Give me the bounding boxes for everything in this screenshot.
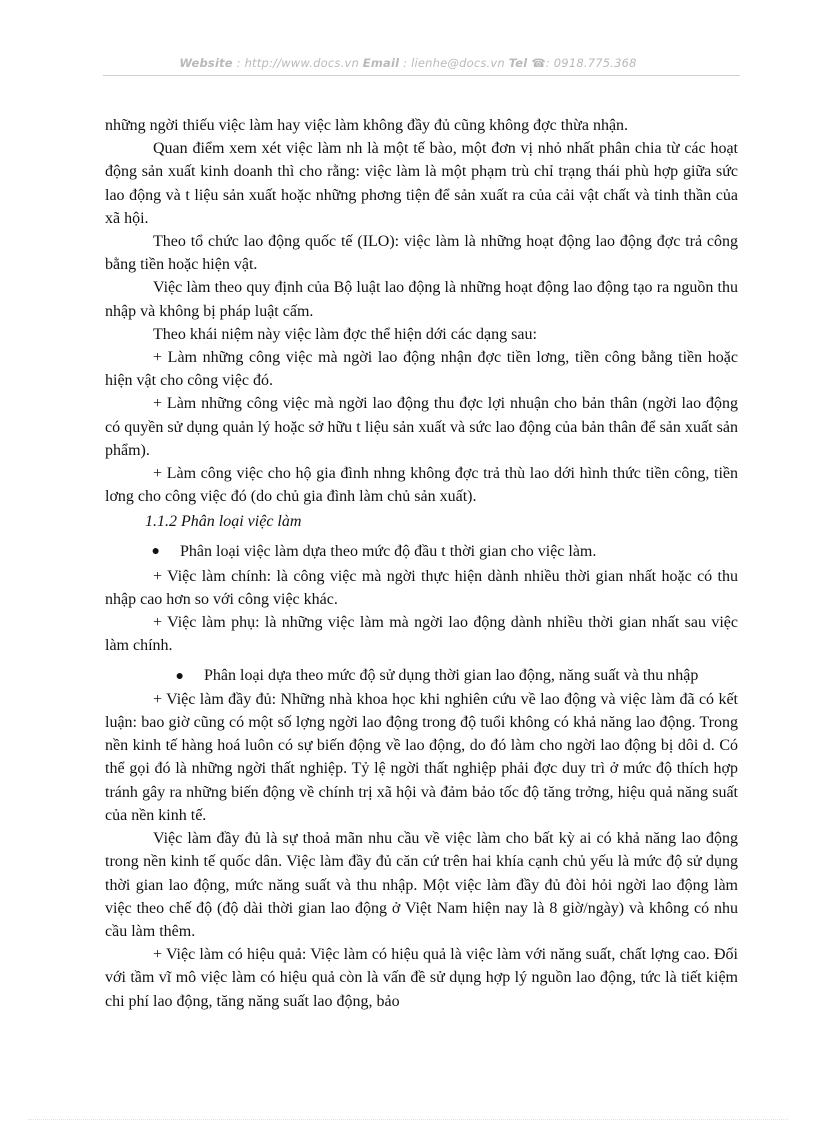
paragraph: Việc làm đầy đủ là sự thoả mãn nhu cầu về việc làm cho bất kỳ ai có khả năng lao động trong nền kinh tế quốc dân. Việc làm đầy đủ căn cứ trên hai khía cạnh chủ yếu là mức độ sử dụng thời gian lao động, mức năng suất và thu nhập. Một việc làm đầy đủ đòi hỏi ngời lao động làm việc theo chế độ (độ dài thời gian lao động ở Việt Nam hiện nay là 8 giờ/ngày) và không có nhu cầu làm thêm. (105, 830, 738, 940)
page-header (0, 56, 816, 70)
bullet-item (105, 664, 738, 688)
paragraph: + Việc làm phụ: là những việc làm mà ngời lao động dành nhiều thời gian nhất sau việc làm chính. (105, 614, 738, 655)
paragraph: Quan điểm xem xét việc làm nh là một tế bào, một đơn vị nhỏ nhất phân chia từ các hoạt động sản xuất kinh doanh thì cho rằng: việc làm là một phạm trù chỉ trạng thái phù hợp giữa sức lao động và t liệu sản xuất hoặc những phơng tiện để sản xuất ra của cải vật chất và tinh thần của xã hội. (105, 140, 738, 227)
paragraph: + Làm những công việc mà ngời lao động nhận đợc tiền lơng, tiền công bằng tiền hoặc hiện vật cho công việc đó. (105, 349, 738, 390)
paragraph: + Làm công việc cho hộ gia đình nhng không đợc trả thù lao dới hình thức tiền công, tiền lơng cho công việc đó (do chủ gia đình làm chủ sản xuất). (105, 465, 738, 506)
paragraph: những ngời thiếu việc làm hay việc làm không đầy đủ cũng không đợc thừa nhận. (105, 117, 629, 134)
document-body (105, 114, 738, 1013)
section-heading: 1.1.2 Phân loại việc làm (145, 513, 302, 531)
website-label: Website (179, 56, 233, 70)
paragraph: + Việc làm có hiệu quả: Việc làm có hiệu quả là việc làm với năng suất, chất lợng cao. Đối với tầm vĩ mô việc làm có hiệu quả còn là vấn đề sử dụng hợp lý nguồn lao động, tức là tiết kiệm chi phí lao động, tăng năng suất lao động, bảo (105, 946, 738, 1010)
paragraph: + Làm những công việc mà ngời lao động thu đợc lợi nhuận cho bản thân (ngời lao động có quyền sử dụng quản lý hoặc sở hữu t liệu sản xuất và sức lao động của bản thân để sản xuất sản phẩm). (105, 395, 738, 459)
paragraph: Theo tổ chức lao động quốc tế (ILO): việc làm là những hoạt động lao động đợc trả công bằng tiền hoặc hiện vật. (105, 233, 738, 274)
paragraph: + Việc làm chính: là công việc mà ngời thực hiện dành nhiều thời gian nhất hoặc có thu nhập cao hơn so với công việc khác. (105, 567, 738, 609)
bullet-text: Phân loại việc làm dựa theo mức độ đầu t thời gian cho việc làm. (180, 542, 597, 560)
email-value: : lienhe@docs.vn (403, 56, 505, 70)
bullet-item (105, 540, 738, 563)
header-divider (103, 75, 740, 76)
email-label: Email (362, 56, 400, 70)
tel-value: ☎: 0918.775.368 (531, 56, 637, 70)
paragraph: Việc làm theo quy định của Bộ luật lao động là những hoạt động lao động tạo ra nguồn thu nhập và không bị pháp luật cấm. (105, 279, 738, 320)
tel-label: Tel (508, 56, 528, 70)
footer-divider (28, 1119, 788, 1120)
paragraph: Theo khái niệm này việc làm đợc thể hiện dới các dạng sau: (153, 325, 537, 343)
bullet-dot-icon: ● (175, 668, 184, 684)
website-value: : http://www.docs.vn (236, 56, 359, 70)
bullet-dot-icon: ● (151, 543, 160, 559)
paragraph: + Việc làm đầy đủ: Những nhà khoa học khi nghiên cứu về lao động và việc làm đã có kết luận: bao giờ cũng có một số lợng ngời lao động trong độ tuổi không có khả năng lao động. Trong nền kinh tế hàng hoá luôn có sự biến động về lao động, do đó làm cho ngời lao động bị dôi d. Có thể gọi đó là những ngời thất nghiệp. Tỷ lệ ngời thất nghiệp phải đợc duy trì ở mức độ thích hợp tránh gây ra những biến động về chính trị xã hội và đảm bảo tốc độ tăng trởng, hiệu quả năng suất của nền kinh tế. (105, 690, 738, 824)
bullet-text: Phân loại dựa theo mức độ sử dụng thời gian lao động, năng suất và thu nhập (204, 666, 699, 684)
